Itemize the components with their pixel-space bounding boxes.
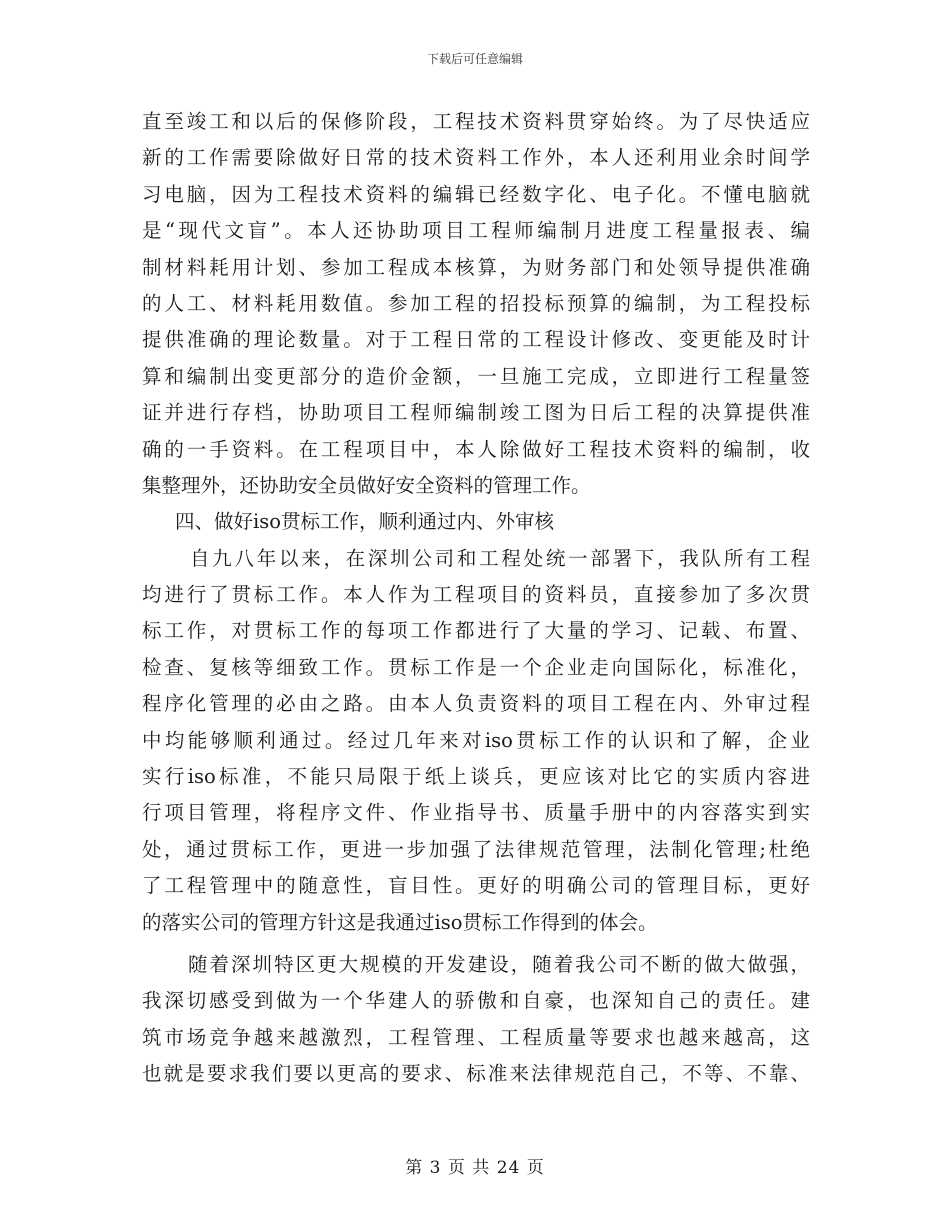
text-line: 新的工作需要除做好日常的技术资料工作外，本人还利用业余时间学	[142, 146, 810, 170]
text-line: 的落实公司的管理方针这是我通过iso贯标工作得到的体会。	[142, 910, 658, 934]
text-line: 实行iso标准，不能只局限于纸上谈兵，更应该对比它的实质内容进	[142, 765, 810, 789]
text-line: 检查、复核等细致工作。贯标工作是一个企业走向国际化，标准化，	[142, 655, 810, 679]
text-line: 制材料耗用计划、参加工程成本核算，为财务部门和处领导提供准确	[142, 255, 810, 279]
text-line: 提供准确的理论数量。对于工程日常的工程设计修改、变更能及时计	[142, 328, 810, 352]
text-line: 习电脑，因为工程技术资料的编辑已经数字化、电子化。不懂电脑就	[142, 182, 810, 206]
text-line: 标工作，对贯标工作的每项工作都进行了大量的学习、记载、布置、	[142, 619, 810, 643]
text-line: 自九八年以来，在深圳公司和工程处统一部署下，我队所有工程	[190, 546, 810, 570]
text-line: 均进行了贯标工作。本人作为工程项目的资料员，直接参加了多次贯	[142, 583, 810, 607]
text-line: 证并进行存档，协助项目工程师编制竣工图为日后工程的决算提供准	[142, 401, 810, 425]
text-line: 集整理外，还协助安全员做好安全资料的管理工作。	[142, 473, 591, 497]
page-header: 下载后可任意编辑	[426, 52, 523, 66]
page-number: 第 3 页 共 24 页	[405, 1158, 545, 1178]
text-line: 也就是要求我们要以更高的要求、标准来法律规范自己，不等、不靠、	[142, 1062, 810, 1086]
text-line: 算和编制出变更部分的造价金额，一旦施工完成，立即进行工程量签	[142, 364, 810, 388]
text-line: 是“现代文盲”。本人还协助项目工程师编制月进度工程量报表、编	[142, 219, 810, 243]
text-line: 了工程管理中的随意性，盲目性。更好的明确公司的管理目标，更好	[142, 874, 810, 898]
text-line: 行项目管理，将程序文件、作业指导书、质量手册中的内容落实到实	[142, 801, 810, 825]
document-body	[142, 104, 810, 1093]
text-line: 直至竣工和以后的保修阶段，工程技术资料贯穿始终。为了尽快适应	[142, 110, 810, 133]
text-line: 的人工、材料耗用数值。参加工程的招投标预算的编制，为工程投标	[142, 291, 810, 315]
text-line: 随着深圳特区更大规模的开发建设，随着我公司不断的做大做强，	[188, 952, 810, 976]
text-line: 筑市场竞争越来越激烈，工程管理、工程质量等要求也越来越高，这	[142, 1025, 810, 1049]
text-line: 处，通过贯标工作，更进一步加强了法律规范管理，法制化管理;杜绝	[142, 837, 810, 861]
text-line: 我深切感受到做为一个华建人的骄傲和自豪，也深知自己的责任。建	[142, 989, 810, 1013]
text-line: 中均能够顺利通过。经过几年来对iso贯标工作的认识和了解，企业	[142, 728, 810, 752]
text-line: 确的一手资料。在工程项目中，本人除做好工程技术资料的编制，收	[142, 437, 810, 461]
text-line: 程序化管理的必由之路。由本人负责资料的项目工程在内、外审过程	[142, 692, 810, 716]
section-heading: 四、做好iso贯标工作，顺利通过内、外审核	[175, 510, 554, 534]
